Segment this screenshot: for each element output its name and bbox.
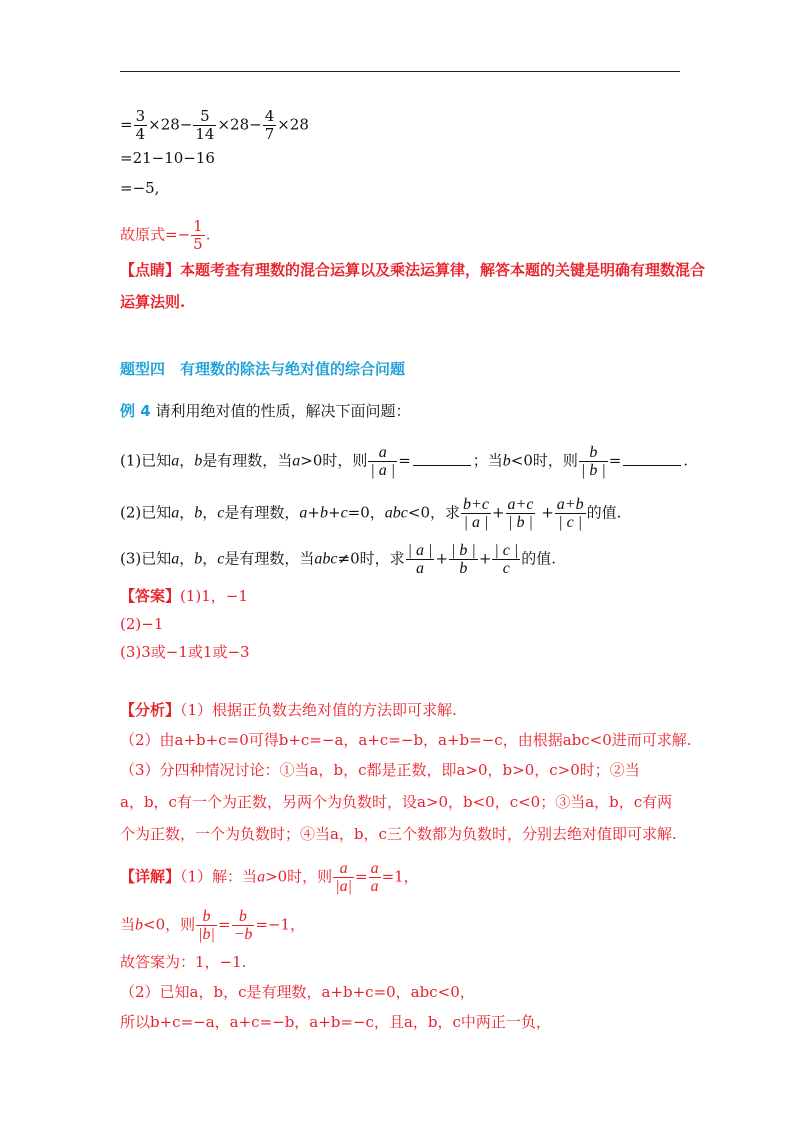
analysis-line-1: 【分析】（1）根据正负数去绝对值的方法即可求解.: [120, 701, 457, 719]
fraction: $\frac{3}{4}$: [135, 107, 146, 143]
calc-line-1: = $\frac{3}{4}$ ×28− $\frac{5}{14}$ ×28− $\frac{4}{7}$ ×28: [120, 107, 309, 143]
calc-line-3: =−5,: [120, 179, 160, 197]
answer-blank[interactable]: [413, 453, 471, 466]
analysis-line-3: （3）分四种情况讨论：①当a，b，c都是正数，即a>0，b>0，c>0时；②当: [120, 761, 640, 779]
example-intro: 例 4 请利用绝对值的性质，解决下面问题：: [120, 402, 411, 420]
analysis-line-2: （2）由a+b+c=0可得b+c=−a，a+c=−b，a+b=−c，由根据abc<0进而可求解.: [120, 731, 692, 749]
calc-line-2: =21−10−16: [120, 149, 215, 167]
answer-line-2: (2)−1: [120, 615, 164, 633]
detail-line-4: （2）已知a，b，c是有理数，a+b+c=0，abc<0，: [120, 983, 475, 1001]
answer-line-3: (3)3或−1或1或−3: [120, 643, 250, 661]
question-3: (3)已知a，b，c是有理数，当abc≠0时，求 $\frac{| a |}{a}$ + $\frac{| b |}{b}$ + $\frac{| c |}{c}$ 的值.: [120, 542, 557, 577]
section-heading: 题型四 有理数的除法与绝对值的综合问题: [120, 360, 406, 378]
fraction: $\frac{5}{14}$: [195, 107, 215, 143]
remark-line-1: 【点睛】本题考查有理数的混合运算以及乘法运算律，解答本题的关键是明确有理数混合: [120, 261, 706, 279]
detail-line-1: 【详解】（1）解：当a>0时，则 $\frac{a}{|a|}$ = $\frac{a}{a}$ =1，: [120, 860, 419, 895]
analysis-line-4: a，b，c有一个为正数，另两个为负数时，设a>0，b<0，c<0；③当a，b，c有两: [120, 793, 673, 811]
header-rule: [120, 71, 680, 72]
detail-line-3: 故答案为：1，−1.: [120, 953, 247, 971]
question-2: (2)已知a，b，c是有理数，a+b+c=0，abc<0，求 $\frac{b+c}{| a |}$ + $\frac{a+c}{| b |}$ + $\frac{a+b}{| c |}$ 的值.: [120, 496, 622, 531]
question-1: (1)已知a，b是有理数，当a>0时，则 $\frac{a}{| a |}$ = ；当b<0时，则 $\frac{b}{| b |}$ = .: [120, 444, 689, 479]
remark-line-2: 运算法则.: [120, 293, 186, 311]
calc-line-4: 故原式=− $\frac{1}{5}$ .: [120, 217, 211, 253]
detail-line-5: 所以b+c=−a，a+c=−b，a+b=−c，且a，b，c中两正一负，: [120, 1013, 551, 1031]
answer-line-1: 【答案】(1)1，−1: [120, 587, 248, 605]
detail-line-2: 当b<0，则 $\frac{b}{|b|}$ = $\frac{b}{-b}$ =−1，: [120, 908, 305, 943]
fraction: $\frac{4}{7}$: [264, 107, 275, 143]
analysis-line-5: 个为正数，一个为负数时；④当a，b，c三个数都为负数时，分别去绝对值即可求解.: [120, 825, 677, 843]
answer-blank[interactable]: [623, 453, 681, 466]
